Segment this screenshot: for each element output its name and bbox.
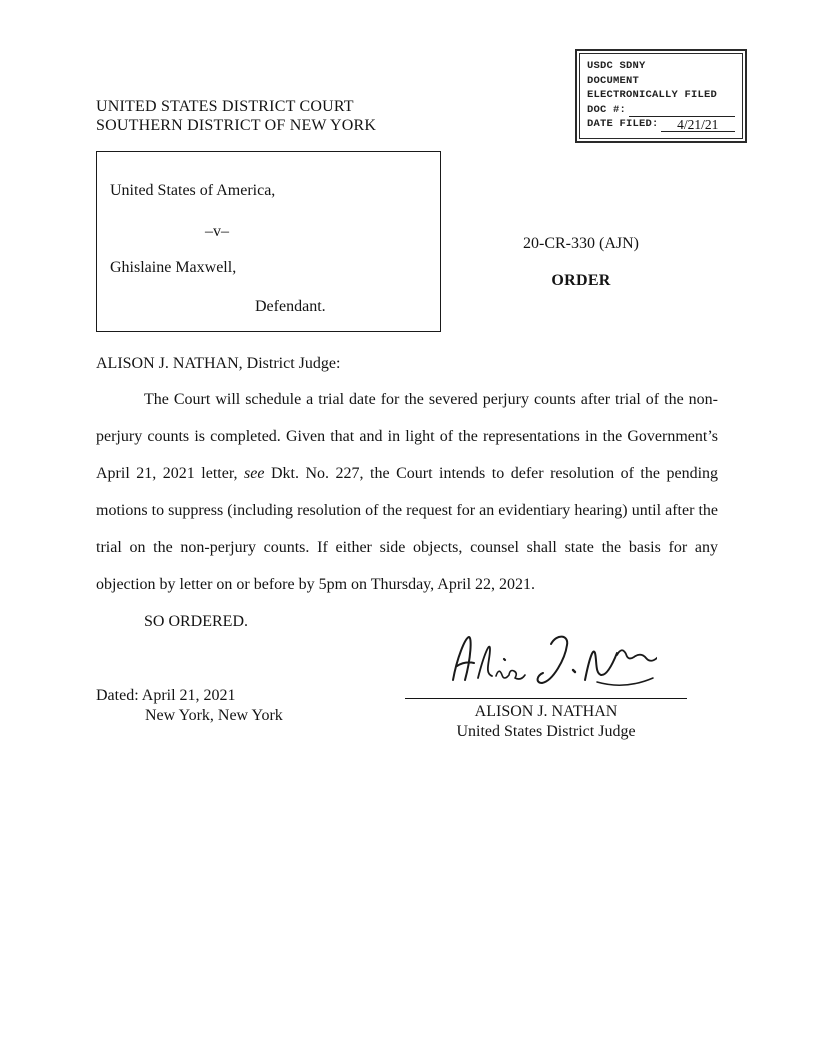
plaintiff-name: United States of America,: [110, 182, 276, 199]
order-paragraph: [96, 381, 718, 603]
date-filed-value: 4/21/21: [661, 118, 735, 132]
filed-stamp-inner: [579, 53, 743, 139]
versus-separator: –v–: [205, 223, 229, 240]
dated-line: Dated: April 21, 2021: [96, 687, 236, 704]
defendant-name: Ghislaine Maxwell,: [110, 259, 237, 276]
doc-number-blank: [629, 106, 735, 117]
stamp-efiled-line: ELECTRONICALLY FILED: [587, 89, 718, 101]
stamp-doc-number-row: [587, 103, 735, 118]
case-number: 20-CR-330 (AJN): [523, 235, 639, 252]
so-ordered-line: SO ORDERED.: [144, 613, 249, 630]
caption-box: [96, 151, 441, 332]
stamp-usdc-line: USDC SDNY: [587, 60, 646, 72]
case-info: [501, 135, 661, 332]
signer-name: ALISON J. NATHAN: [474, 703, 618, 720]
filed-stamp: [575, 49, 747, 143]
order-text-before-cite: The Court will schedule a trial date for the severed perjury counts after trial of the non-perjury counts is completed. Given that and in light of the representations in the Government’s April 21, 2021 letter,: [96, 391, 718, 482]
dated-location-line: New York, New York: [145, 707, 283, 724]
judge-signature-image: [447, 628, 657, 692]
citation-signal: see: [244, 465, 265, 482]
date-filed-label: DATE FILED:: [587, 118, 659, 130]
order-text-after-cite: Dkt. No. 227, the Court intends to defer resolution of the pending motions to suppress (including resolution of the request for an evidentiary hearing) until after the trial on the non-perjury counts. If either side objects, counsel shall state the basis for any objection by letter on or before by 5pm on Thursday, April 22, 2021.: [96, 465, 719, 593]
defendant-label: Defendant.: [255, 298, 326, 315]
signature-block: [405, 628, 687, 742]
signer-title: United States District Judge: [456, 723, 636, 740]
stamp-document-line: DOCUMENT: [587, 74, 640, 87]
stamp-date-filed-row: [587, 117, 735, 132]
signature-row: [96, 640, 718, 742]
caption-row: [96, 135, 718, 332]
doc-number-label: DOC #:: [587, 103, 627, 116]
district-name-line: SOUTHERN DISTRICT OF NEW YORK: [96, 117, 377, 134]
dated-block: [96, 686, 283, 742]
court-name-line: UNITED STATES DISTRICT COURT: [96, 98, 354, 115]
judge-intro-line: ALISON J. NATHAN, District Judge:: [96, 355, 341, 372]
document-title: ORDER: [551, 272, 611, 289]
